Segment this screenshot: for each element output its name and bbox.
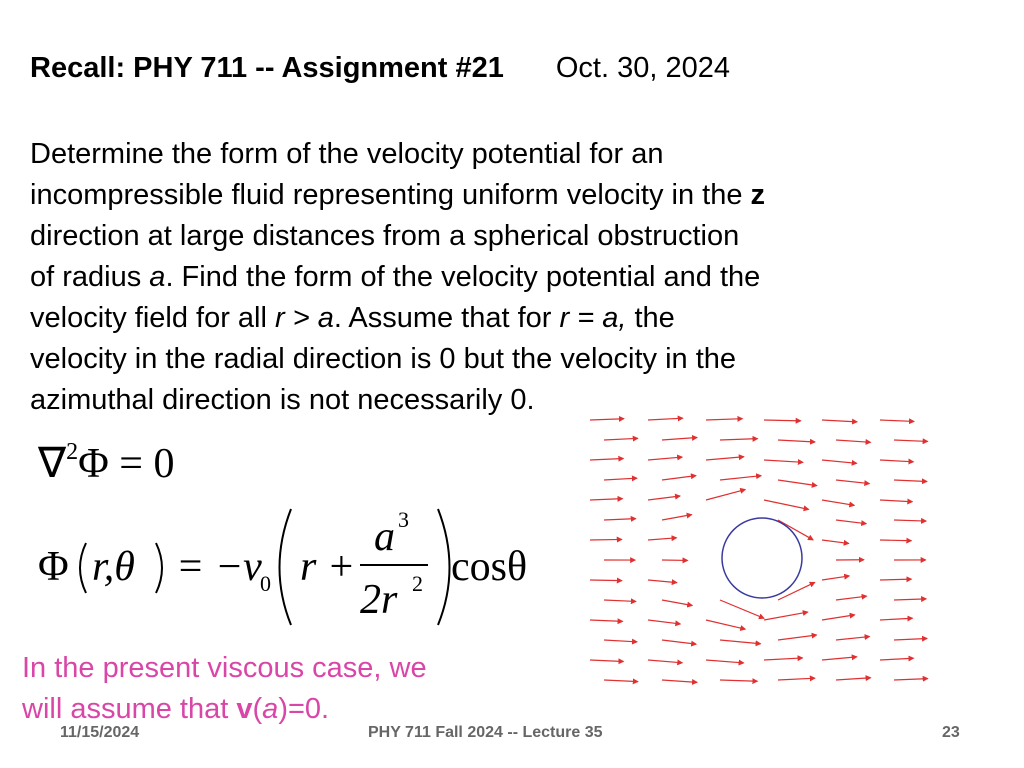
velocity-arrow <box>590 620 623 621</box>
velocity-arrow <box>662 438 697 440</box>
velocity-arrow <box>720 600 764 618</box>
velocity-arrow <box>764 500 809 509</box>
velocity-arrow <box>764 612 808 620</box>
eq-num: a <box>374 514 395 560</box>
potential-equation <box>38 505 558 635</box>
velocity-arrow <box>880 500 912 502</box>
velocity-arrow <box>880 460 913 462</box>
eq-cos: cosθ <box>451 544 528 590</box>
footer-course: PHY 711 Fall 2024 -- Lecture 35 <box>368 724 603 741</box>
velocity-arrow <box>662 476 696 480</box>
velocity-arrow <box>836 596 867 600</box>
body-span: direction at large distances from a spherical obstruction <box>30 220 740 252</box>
sphere-obstruction <box>722 518 802 598</box>
velocity-arrow <box>720 680 757 681</box>
note-line <box>22 648 427 689</box>
paren-right-small <box>156 543 162 593</box>
velocity-arrow <box>648 620 680 624</box>
body-line <box>30 216 910 257</box>
velocity-arrow <box>822 500 854 505</box>
viscous-note <box>22 648 427 730</box>
eq-phi: Φ <box>38 544 69 590</box>
velocity-arrow <box>648 538 676 540</box>
velocity-arrow <box>822 576 849 580</box>
velocity-arrow <box>894 440 928 441</box>
velocity-arrow <box>648 496 680 500</box>
body-span: azimuthal direction is not necessarily 0. <box>30 384 535 416</box>
velocity-arrow <box>604 438 638 440</box>
velocity-arrow <box>648 580 677 583</box>
velocity-arrow <box>648 457 682 460</box>
velocity-arrow <box>648 418 683 420</box>
velocity-arrow <box>822 420 857 422</box>
body-bold-z: z <box>750 179 766 211</box>
velocity-arrow <box>706 620 745 629</box>
body-span: velocity field for all <box>30 302 275 334</box>
velocity-arrow <box>822 460 857 463</box>
note-span: In the present viscous case, we <box>22 652 427 684</box>
footer-date: 11/15/2024 <box>60 724 140 741</box>
note-italic-a: a <box>262 693 279 725</box>
body-span: . Find the form of the velocity potential and the <box>165 261 761 293</box>
velocity-arrow <box>880 579 911 580</box>
velocity-arrow <box>894 679 928 680</box>
velocity-arrow <box>894 520 926 521</box>
body-line <box>30 175 910 216</box>
velocity-arrow <box>604 519 636 520</box>
velocity-arrow <box>880 658 913 660</box>
velocity-arrow <box>590 660 623 662</box>
velocity-arrow <box>836 440 871 442</box>
velocity-arrow <box>822 615 855 620</box>
body-italic: a <box>149 261 166 293</box>
body-line <box>30 134 910 175</box>
velocity-arrow <box>764 658 803 660</box>
velocity-arrow <box>662 515 692 520</box>
footer-page-number: 23 <box>942 724 960 741</box>
velocity-arrow <box>836 520 866 524</box>
body-span: velocity in the radial direction is 0 but the velocity in the <box>30 343 737 375</box>
velocity-arrow <box>590 580 622 581</box>
velocity-arrow <box>836 678 871 680</box>
eq-r-plus: r + <box>300 544 356 590</box>
velocity-arrow <box>706 419 742 420</box>
body-italic: r > a <box>275 302 334 334</box>
paren-left-small <box>80 543 86 593</box>
slide-title <box>30 52 730 85</box>
velocity-arrow <box>662 680 697 682</box>
paren-right-big <box>438 509 450 625</box>
velocity-arrow <box>836 637 870 640</box>
laplace-exponent: 2 <box>66 439 79 465</box>
velocity-arrow <box>604 680 638 682</box>
body-italic: r = a, <box>559 302 627 334</box>
velocity-arrow <box>604 640 637 642</box>
eq-sub0: 0 <box>260 571 271 596</box>
body-span: the <box>626 302 675 334</box>
velocity-arrow <box>764 460 803 462</box>
body-line <box>30 339 910 380</box>
velocity-arrows <box>590 418 928 682</box>
note-span: ( <box>252 693 263 725</box>
title-date: Oct. 30, 2024 <box>555 52 730 84</box>
velocity-arrow <box>706 660 744 663</box>
body-span: incompressible fluid representing uniform velocity in the <box>30 179 751 211</box>
eq-args: r,θ <box>92 544 135 590</box>
eq-minus-v: = −v <box>176 544 262 590</box>
paren-left-big <box>280 509 292 625</box>
velocity-arrow <box>590 458 623 460</box>
flow-field-diagram <box>585 410 935 700</box>
velocity-arrow <box>590 539 622 540</box>
velocity-arrow <box>604 478 637 480</box>
assignment-text <box>30 134 910 421</box>
note-span: )=0. <box>278 693 330 725</box>
body-span: . Assume that for <box>333 302 560 334</box>
eq-num-exp: 3 <box>398 507 409 532</box>
velocity-arrow <box>778 678 815 680</box>
velocity-arrow <box>706 457 744 460</box>
velocity-arrow <box>778 635 817 640</box>
velocity-arrow <box>720 439 758 440</box>
body-line <box>30 257 910 298</box>
velocity-arrow <box>836 480 869 484</box>
velocity-arrow <box>880 420 914 421</box>
body-span: of radius <box>30 261 150 293</box>
velocity-arrow <box>662 600 692 605</box>
laplace-equation <box>38 438 175 488</box>
note-bold-v: v <box>236 693 253 725</box>
body-span: Determine the form of the velocity potential for an <box>30 138 664 170</box>
velocity-arrow <box>648 660 682 663</box>
velocity-arrow <box>764 420 801 421</box>
velocity-arrow <box>720 640 761 644</box>
velocity-arrow <box>720 476 761 480</box>
velocity-arrow <box>880 618 912 620</box>
velocity-arrow <box>822 540 849 543</box>
velocity-arrow <box>662 640 696 644</box>
body-line <box>30 298 910 339</box>
title-text: Recall: PHY 711 -- Assignment #21 <box>30 52 504 84</box>
velocity-arrow <box>822 657 857 660</box>
velocity-arrow <box>778 480 817 486</box>
velocity-arrow <box>590 419 624 420</box>
velocity-arrow <box>894 599 926 600</box>
velocity-arrow <box>604 600 636 601</box>
eq-den: 2r <box>360 577 398 623</box>
velocity-arrow <box>590 499 622 500</box>
note-span: will assume that <box>22 693 237 725</box>
velocity-arrow <box>894 638 927 640</box>
velocity-arrow <box>894 480 927 482</box>
velocity-arrow <box>778 440 815 442</box>
laplace-rhs: Φ = 0 <box>78 441 175 487</box>
velocity-arrow <box>706 490 745 500</box>
velocity-arrow <box>880 540 911 541</box>
eq-den-exp: 2 <box>412 571 423 596</box>
nabla-symbol: ∇ <box>38 441 67 487</box>
